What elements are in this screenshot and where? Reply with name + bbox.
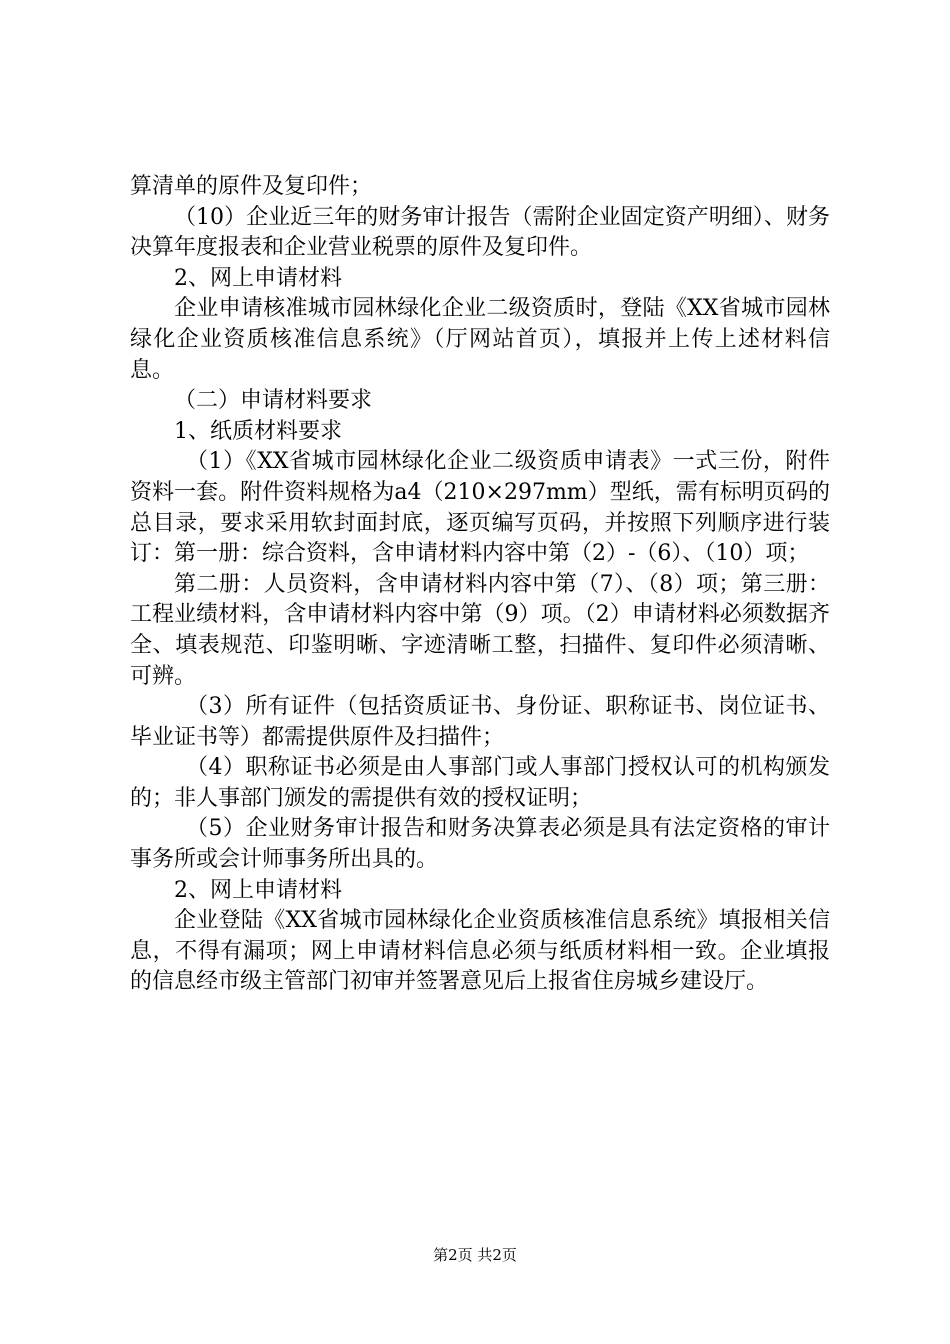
paragraph-6-heading: 1、纸质材料要求 xyxy=(174,418,342,444)
page-number: 第2页 共2页 xyxy=(433,1246,517,1264)
paragraph-4: 企业申请核准城市园林绿化企业二级资质时，登陆《XX省城市园林绿化企业资质核准信息系统》（厅网站首页），填报并上传上述材料信息。 xyxy=(130,296,830,383)
paragraph-7: （1）《XX省城市园林绿化企业二级资质申请表》一式三份，附件资料一套。附件资料规格为a4（210×297mm）型纸，需有标明页码的总目录，要求采用软封面封底，逐页编写页码，并按照下列顺序进行装订：第一册：综合资料，含申请材料内容中第（2）-（6）、（10）项； xyxy=(130,449,830,567)
document-body xyxy=(130,172,830,998)
paragraph-3-heading: 2、网上申请材料 xyxy=(174,265,342,291)
paragraph-13: 企业登陆《XX省城市园林绿化企业资质核准信息系统》填报相关信息，不得有漏项；网上申请材料信息必须与纸质材料相一致。企业填报的信息经市级主管部门初审并签署意见后上报省住房城乡建设厅。 xyxy=(130,908,830,995)
paragraph-1: 算清单的原件及复印件； xyxy=(130,174,373,199)
paragraph-8: 第二册：人员资料，含申请材料内容中第（7）、（8）项；第三册：工程业绩材料，含申请材料内容中第（9）项。（2）申请材料必须数据齐全、填表规范、印鉴明晰、字迹清晰工整，扫描件、复印件必须清晰、可辨。 xyxy=(130,571,830,689)
paragraph-2: （10）企业近三年的财务审计报告（需附企业固定资产明细）、财务决算年度报表和企业营业税票的原件及复印件。 xyxy=(130,204,830,261)
paragraph-10: （4）职称证书必须是由人事部门或人事部门授权认可的机构颁发的；非人事部门颁发的需提供有效的授权证明； xyxy=(130,755,830,811)
paragraph-5-heading: （二）申请材料要求 xyxy=(174,388,373,414)
paragraph-11: （5）企业财务审计报告和财务决算表必须是具有法定资格的审计事务所或会计师事务所出具的。 xyxy=(130,816,830,873)
paragraph-9: （3）所有证件（包括资质证书、身份证、职称证书、岗位证书、毕业证书等）都需提供原件及扫描件； xyxy=(130,694,830,750)
page-footer xyxy=(0,1244,950,1265)
paragraph-12-heading: 2、网上申请材料 xyxy=(174,877,342,903)
